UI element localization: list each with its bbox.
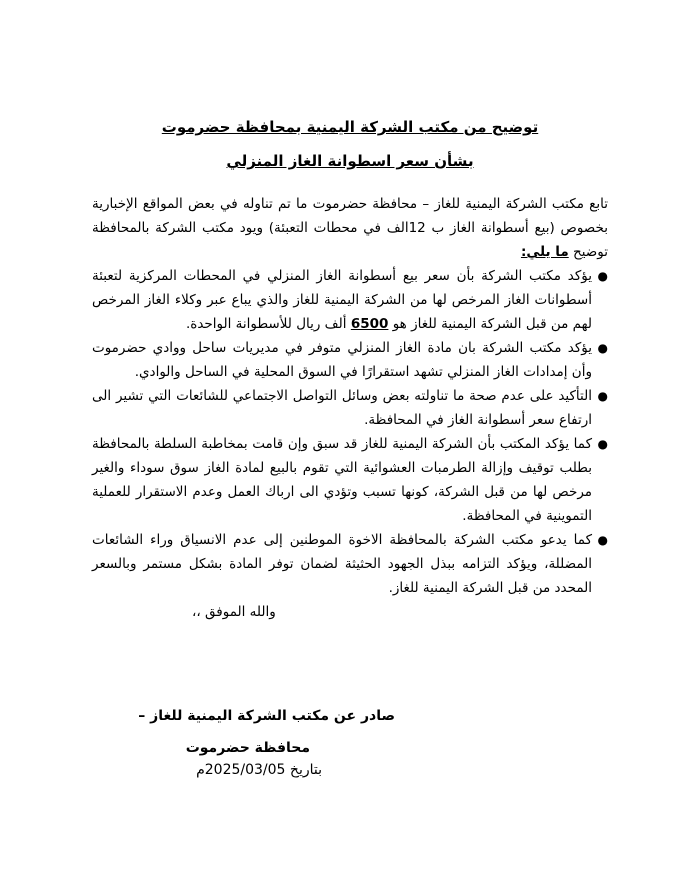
bullet-icon: ●	[597, 389, 608, 403]
document-body	[92, 192, 608, 624]
bullet-icon: ●	[597, 533, 608, 547]
point-text: كما يدعو مكتب الشركة بالمحافظة الاخوة الموطنين إلى عدم الانسياق وراء الشائعات المضللة، ويؤكد التزامه ببذل الجهود الحثيثة لضمان توفر المادة بشكل مستمر وبالسعر المحدد من قبل الشركة اليمنية للغاز.	[92, 532, 592, 596]
closing-line: والله الموفق ،،	[192, 604, 276, 620]
signature-governorate: محافظة حضرموت	[185, 740, 310, 756]
list-item	[92, 384, 608, 432]
price-value: 6500	[350, 316, 389, 332]
document-date: بتاريخ 2025/03/05م	[196, 762, 322, 778]
point-text: يؤكد مكتب الشركة بأن سعر بيع أسطوانة الغاز المنزلي في المحطات المركزية لتعبئة أسطوانات الغاز المرخص لها من الشركة اليمنية للغاز والذي يباع عبر وكلاء الغاز المرخص لهم من قبل الشركة اليمنية للغاز هو	[92, 268, 592, 332]
list-item	[92, 528, 608, 600]
point-text: يؤكد مكتب الشركة بان مادة الغاز المنزلي متوفر في مديريات ساحل ووادي حضرموت وأن إمدادات الغاز المنزلي تشهد استقرارًا في السوق المحلية في الساحل والوادي.	[92, 340, 592, 380]
list-item	[92, 264, 608, 336]
point-text: التأكيد على عدم صحة ما تناولته بعض وسائل التواصل الاجتماعي للشائعات التي تشير الى ارتفاع سعر أسطوانة الغاز في المحافظة.	[92, 388, 592, 428]
bullet-icon: ●	[597, 341, 608, 355]
intro-emphasis: ما يلي:	[520, 244, 569, 260]
list-item	[92, 336, 608, 384]
document-title: توضيح من مكتب الشركة اليمنية بمحافظة حضرموت	[161, 118, 539, 136]
intro-text: تابع مكتب الشركة اليمنية للغاز – محافظة حضرموت ما تم تناوله في بعض المواقع الإخبارية بخصوص (بيع أسطوانة الغاز ب 12الف في محطات التعبئة) ويود مكتب الشركة بالمحافظة توضيح	[92, 196, 608, 260]
list-item	[92, 432, 608, 528]
bullet-icon: ●	[597, 269, 608, 283]
point-text-after: ألف ريال للأسطوانة الواحدة.	[185, 316, 347, 332]
bullet-icon: ●	[597, 437, 608, 451]
intro-paragraph	[92, 192, 608, 264]
document-subtitle: بشأن سعر اسطوانة الغاز المنزلي	[226, 152, 474, 170]
signature-issuer: صادر عن مكتب الشركة اليمنية للغاز –	[138, 708, 395, 724]
point-text: كما يؤكد المكتب بأن الشركة اليمنية للغاز قد سبق وإن قامت بمخاطبة السلطة بالمحافظة بطلب توقيف وإزالة الطرمبات العشوائية التي تقوم بالبيع لمادة الغاز سوق سوداء والغير مرخص لها من قبل الشركة، كونها تسبب وتؤدي الى ارباك العمل وعدم الاستقرار للعملية التموينية في المحافظة.	[92, 436, 592, 524]
points-list	[92, 264, 608, 600]
